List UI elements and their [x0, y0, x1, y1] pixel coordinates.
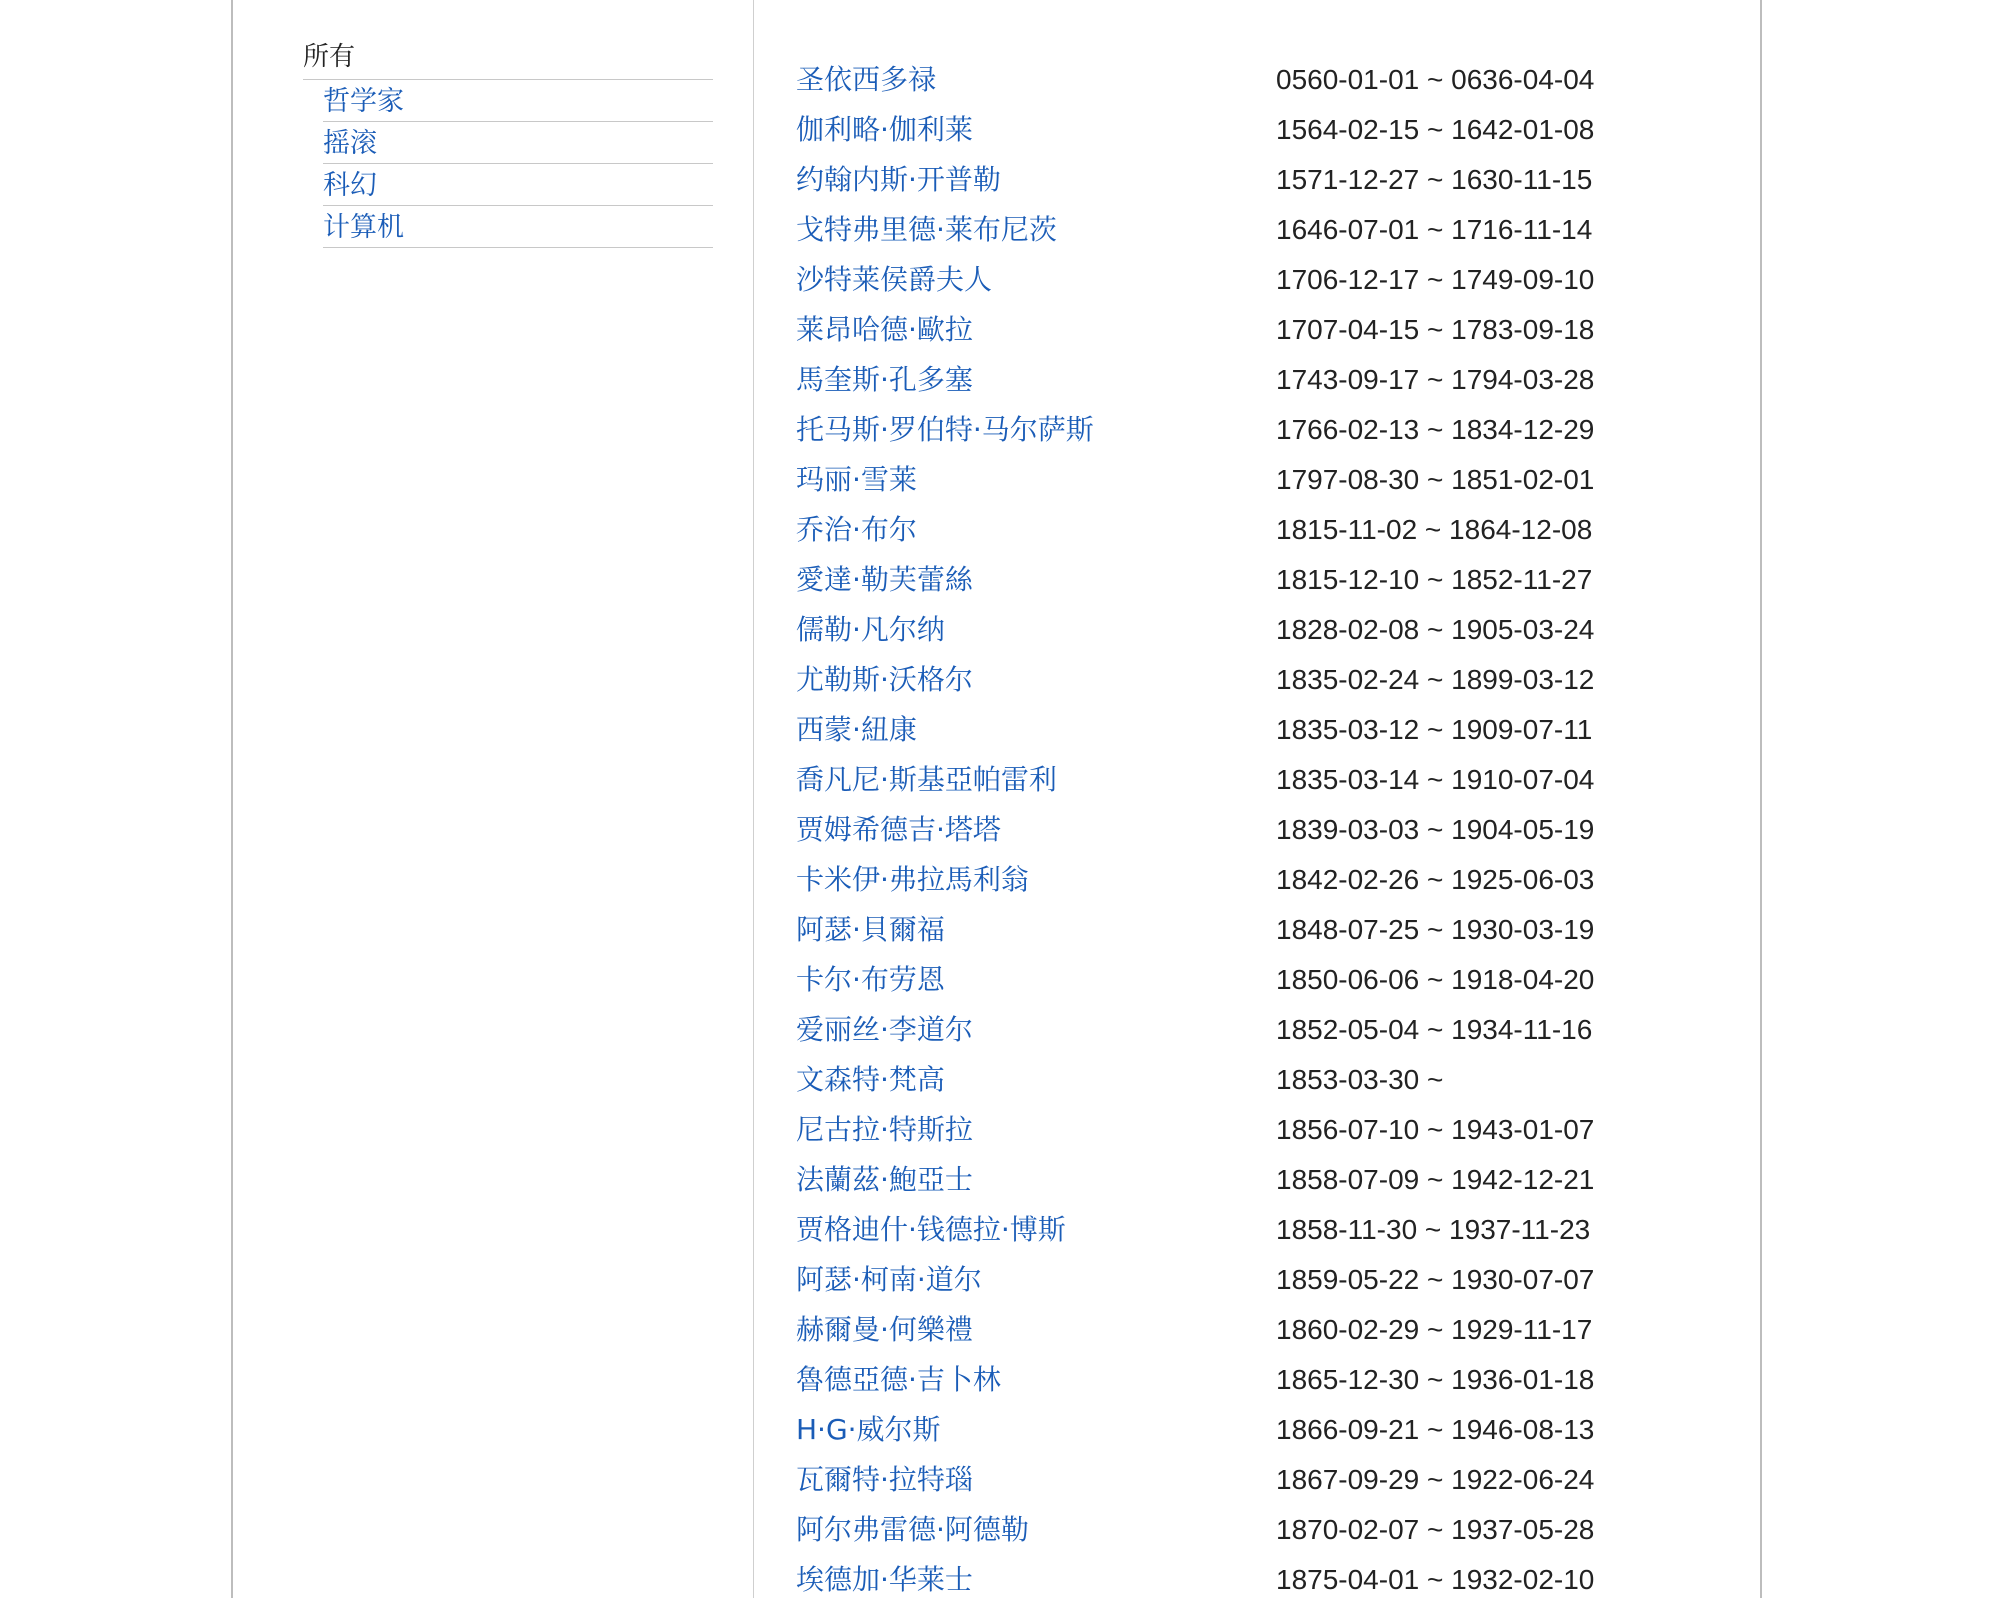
person-lifespan: 1866-09-21 ~ 1946-08-13 [1276, 1414, 1595, 1445]
person-name-link[interactable]: 阿瑟·貝爾福 [796, 913, 945, 946]
person-lifespan: 1858-07-09 ~ 1942-12-21 [1276, 1164, 1595, 1195]
person-lifespan: 1571-12-27 ~ 1630-11-15 [1276, 164, 1593, 195]
person-name-link[interactable]: 文森特·梵高 [796, 1063, 945, 1096]
person-name-link[interactable]: 约翰内斯·开普勒 [796, 163, 1001, 196]
person-lifespan: 1856-07-10 ~ 1943-01-07 [1276, 1114, 1595, 1145]
person-lifespan: 1835-02-24 ~ 1899-03-12 [1276, 664, 1595, 695]
list-item [796, 560, 1676, 610]
person-lifespan: 1797-08-30 ~ 1851-02-01 [1276, 464, 1595, 495]
person-lifespan: 1564-02-15 ~ 1642-01-08 [1276, 114, 1595, 145]
person-name-link[interactable]: 西蒙·紐康 [796, 713, 917, 746]
list-item [796, 910, 1676, 960]
list-item [796, 1010, 1676, 1060]
person-lifespan: 1850-06-06 ~ 1918-04-20 [1276, 964, 1595, 995]
person-name-link[interactable]: 托马斯·罗伯特·马尔萨斯 [796, 413, 1094, 446]
person-lifespan: 1839-03-03 ~ 1904-05-19 [1276, 814, 1595, 845]
list-item [796, 1460, 1676, 1510]
category-computer[interactable]: 计算机 [323, 206, 713, 248]
person-lifespan: 1707-04-15 ~ 1783-09-18 [1276, 314, 1595, 345]
list-item [796, 860, 1676, 910]
person-lifespan: 1835-03-14 ~ 1910-07-04 [1276, 764, 1595, 795]
list-item [796, 1110, 1676, 1160]
person-lifespan: 1865-12-30 ~ 1936-01-18 [1276, 1364, 1595, 1395]
list-item [796, 760, 1676, 810]
list-item [796, 1060, 1676, 1110]
person-name-link[interactable]: 贾格迪什·钱德拉·博斯 [796, 1213, 1066, 1246]
list-item [796, 1410, 1676, 1460]
person-name-link[interactable]: 莱昂哈德·歐拉 [796, 313, 973, 346]
person-name-link[interactable]: 儒勒·凡尔纳 [796, 613, 945, 646]
person-lifespan: 1828-02-08 ~ 1905-03-24 [1276, 614, 1595, 645]
person-name-link[interactable]: H·G·威尔斯 [796, 1413, 941, 1446]
person-lifespan: 1875-04-01 ~ 1932-02-10 [1276, 1564, 1595, 1595]
person-lifespan: 1867-09-29 ~ 1922-06-24 [1276, 1464, 1595, 1495]
person-name-link[interactable]: 卡米伊·弗拉馬利翁 [796, 863, 1029, 896]
list-item [796, 710, 1676, 760]
list-item [796, 660, 1676, 710]
person-lifespan: 1766-02-13 ~ 1834-12-29 [1276, 414, 1595, 445]
list-item [796, 410, 1676, 460]
person-lifespan: 1848-07-25 ~ 1930-03-19 [1276, 914, 1595, 945]
person-name-link[interactable]: 喬凡尼·斯基亞帕雷利 [796, 763, 1057, 796]
person-lifespan: 0560-01-01 ~ 0636-04-04 [1276, 64, 1595, 95]
person-name-link[interactable]: 阿瑟·柯南·道尔 [796, 1263, 982, 1296]
person-name-link[interactable]: 愛達·勒芙蕾絲 [796, 563, 973, 596]
person-name-link[interactable]: 卡尔·布劳恩 [796, 963, 945, 996]
person-lifespan: 1858-11-30 ~ 1937-11-23 [1276, 1214, 1591, 1245]
people-list [796, 60, 1676, 1610]
list-item [796, 1310, 1676, 1360]
category-all[interactable]: 所有 [303, 40, 713, 80]
person-name-link[interactable]: 瓦爾特·拉特瑙 [796, 1463, 973, 1496]
list-item [796, 460, 1676, 510]
person-name-link[interactable]: 圣依西多禄 [796, 63, 937, 96]
column-divider [753, 0, 754, 1598]
list-item [796, 1560, 1676, 1610]
person-lifespan: 1842-02-26 ~ 1925-06-03 [1276, 864, 1595, 895]
person-lifespan: 1815-11-02 ~ 1864-12-08 [1276, 514, 1593, 545]
person-lifespan: 1743-09-17 ~ 1794-03-28 [1276, 364, 1595, 395]
person-name-link[interactable]: 阿尔弗雷德·阿德勒 [796, 1513, 1029, 1546]
list-item [796, 210, 1676, 260]
list-item [796, 960, 1676, 1010]
category-philosophers[interactable]: 哲学家 [323, 80, 713, 122]
person-name-link[interactable]: 赫爾曼·何樂禮 [796, 1313, 973, 1346]
list-item [796, 260, 1676, 310]
person-lifespan: 1835-03-12 ~ 1909-07-11 [1276, 714, 1593, 745]
person-name-link[interactable]: 爱丽丝·李道尔 [796, 1013, 973, 1046]
person-lifespan: 1815-12-10 ~ 1852-11-27 [1276, 564, 1593, 595]
person-name-link[interactable]: 法蘭茲·鮑亞士 [796, 1163, 973, 1196]
person-name-link[interactable]: 玛丽·雪莱 [796, 463, 917, 496]
person-name-link[interactable]: 尼古拉·特斯拉 [796, 1113, 973, 1146]
list-item [796, 60, 1676, 110]
person-name-link[interactable]: 埃德加·华莱士 [796, 1563, 973, 1596]
list-item [796, 360, 1676, 410]
list-item [796, 160, 1676, 210]
person-lifespan: 1870-02-07 ~ 1937-05-28 [1276, 1514, 1595, 1545]
category-rock[interactable]: 摇滚 [323, 122, 713, 164]
person-lifespan: 1852-05-04 ~ 1934-11-16 [1276, 1014, 1593, 1045]
person-name-link[interactable]: 魯德亞德·吉卜林 [796, 1363, 1001, 1396]
list-item [796, 310, 1676, 360]
person-name-link[interactable]: 戈特弗里德·莱布尼茨 [796, 213, 1057, 246]
list-item [796, 1260, 1676, 1310]
person-name-link[interactable]: 尤勒斯·沃格尔 [796, 663, 973, 696]
person-name-link[interactable]: 伽利略·伽利莱 [796, 113, 973, 146]
person-lifespan: 1853-03-30 ~ [1276, 1064, 1444, 1095]
person-lifespan: 1706-12-17 ~ 1749-09-10 [1276, 264, 1595, 295]
person-name-link[interactable]: 沙特莱侯爵夫人 [796, 263, 993, 296]
category-sidebar [303, 40, 713, 248]
list-item [796, 1360, 1676, 1410]
person-name-link[interactable]: 贾姆希德吉·塔塔 [796, 813, 1001, 846]
list-item [796, 510, 1676, 560]
list-item [796, 610, 1676, 660]
list-item [796, 810, 1676, 860]
list-item [796, 1210, 1676, 1260]
person-name-link[interactable]: 馬奎斯·孔多塞 [796, 363, 973, 396]
list-item [796, 110, 1676, 160]
list-item [796, 1510, 1676, 1560]
person-lifespan: 1859-05-22 ~ 1930-07-07 [1276, 1264, 1595, 1295]
category-scifi[interactable]: 科幻 [323, 164, 713, 206]
person-name-link[interactable]: 乔治·布尔 [796, 513, 917, 546]
person-lifespan: 1860-02-29 ~ 1929-11-17 [1276, 1314, 1593, 1345]
list-item [796, 1160, 1676, 1210]
person-lifespan: 1646-07-01 ~ 1716-11-14 [1276, 214, 1593, 245]
